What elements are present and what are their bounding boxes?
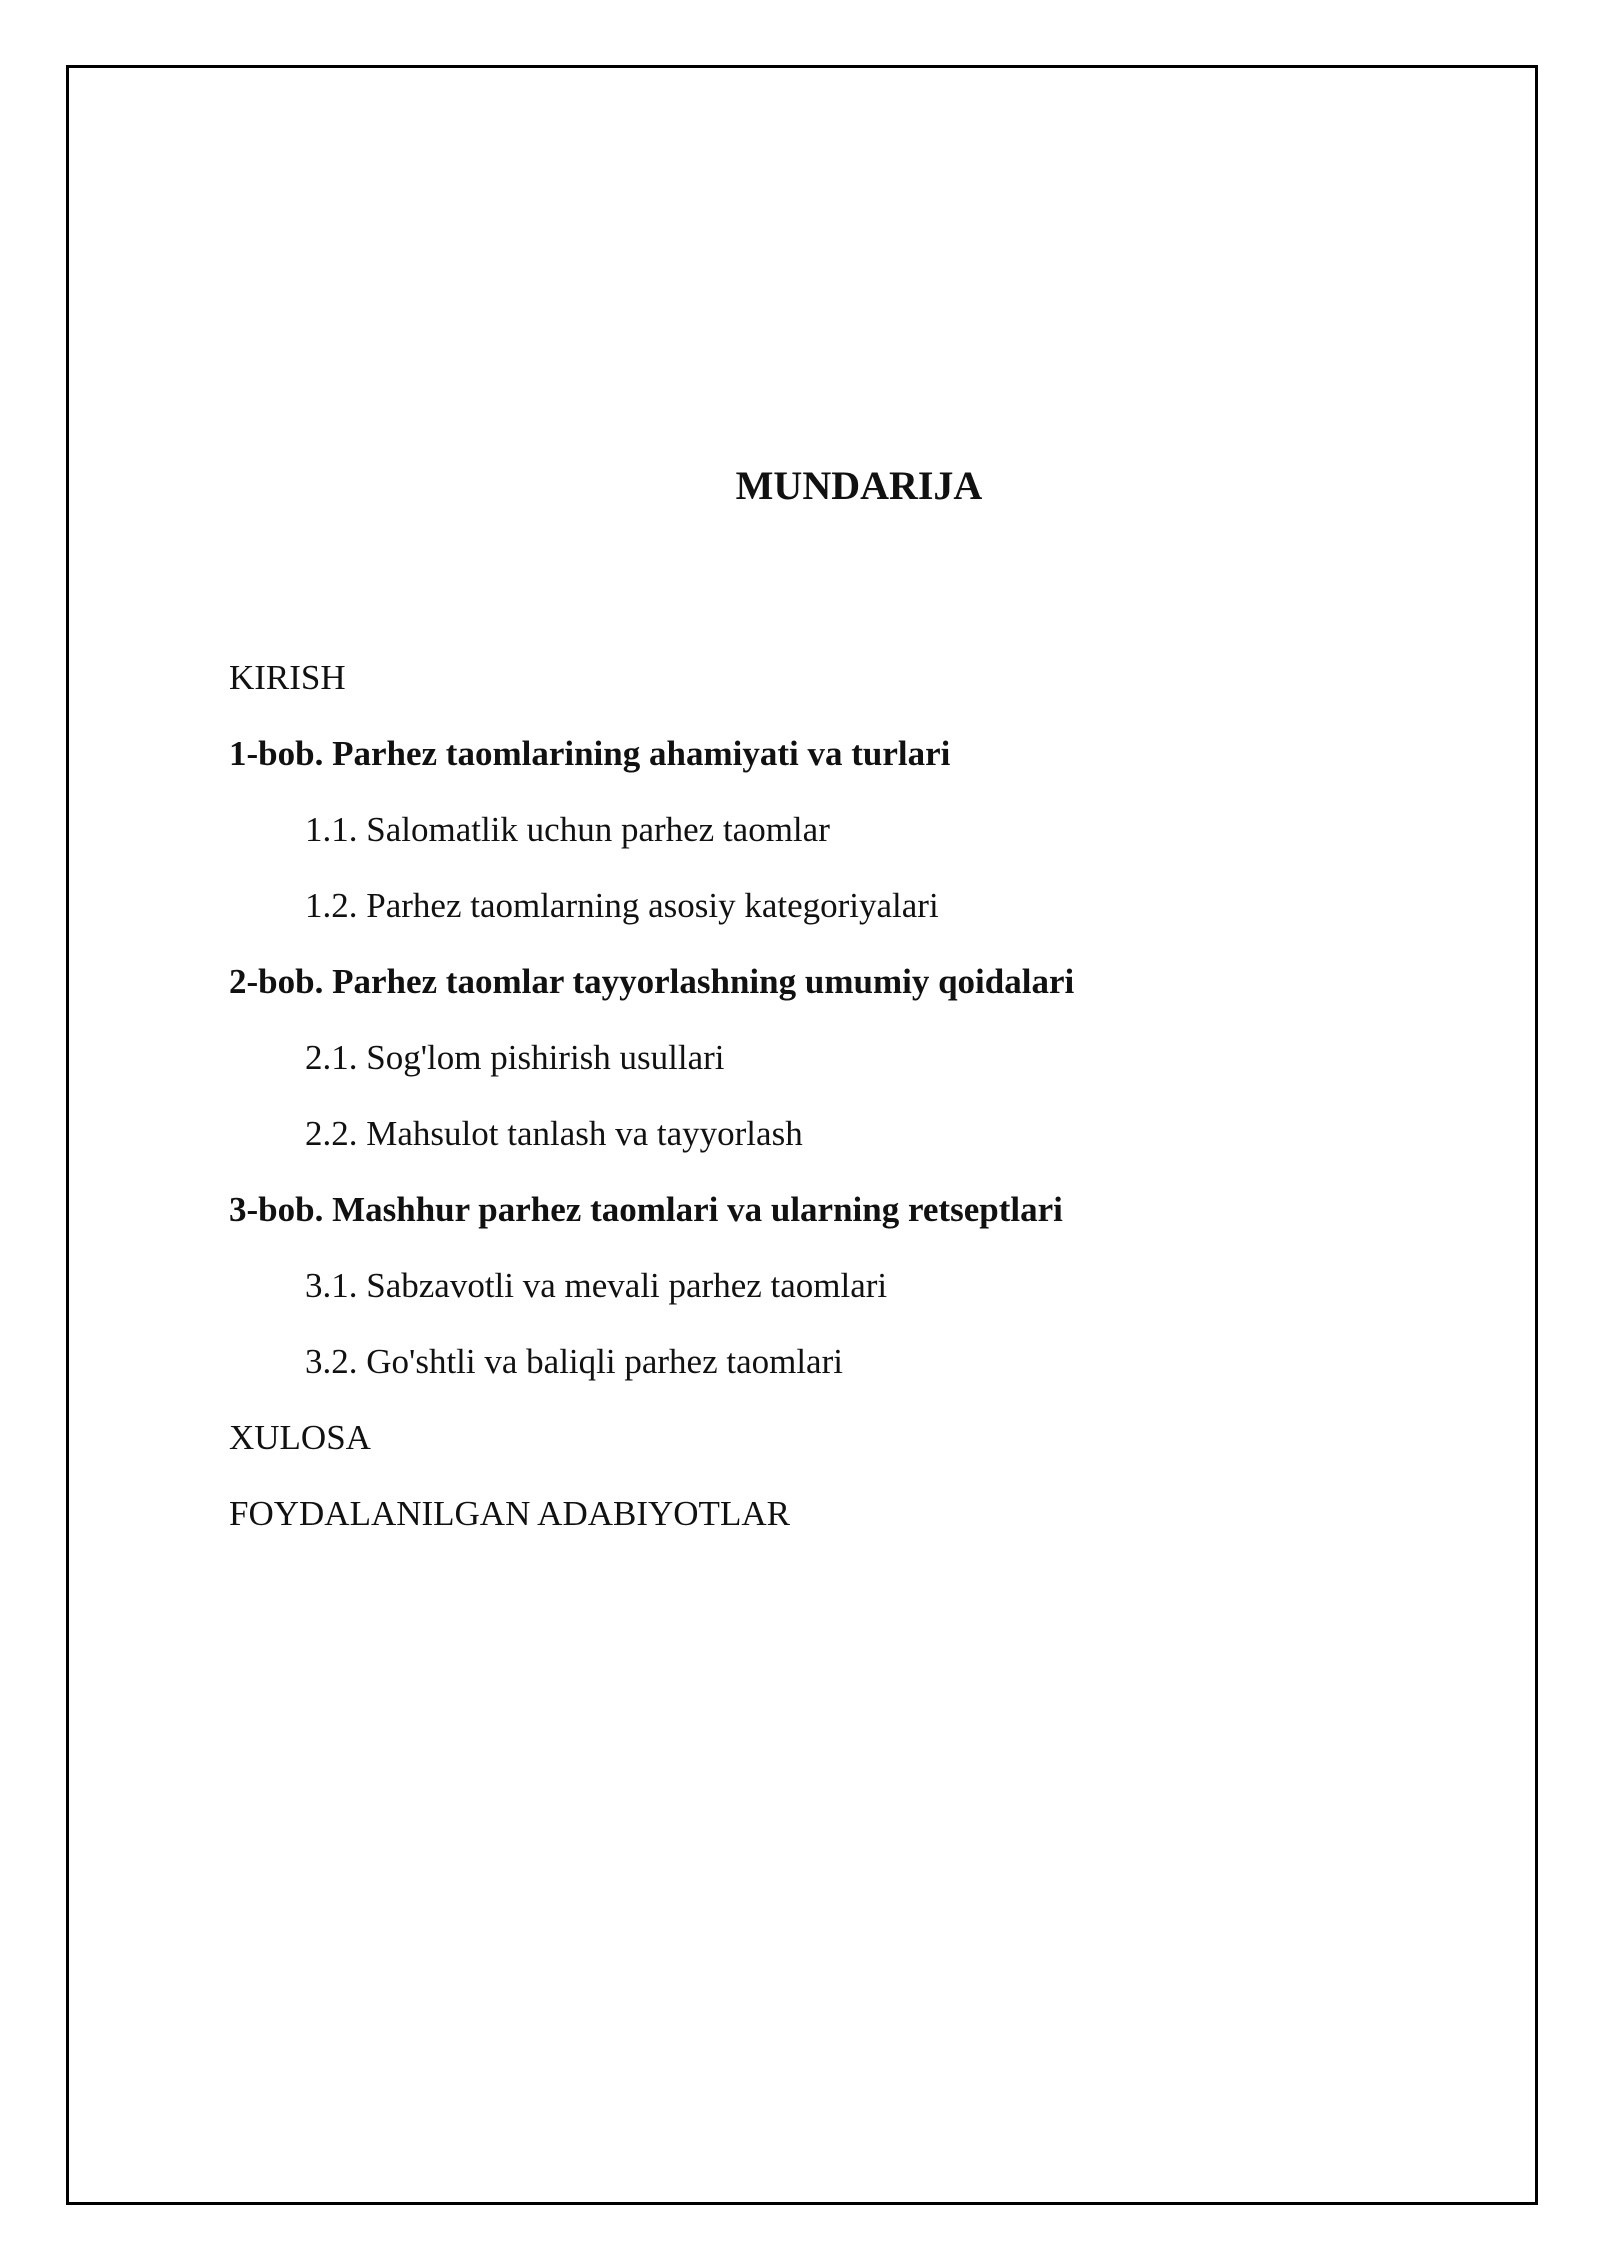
table-of-contents — [229, 640, 1074, 1552]
toc-section-3-2[interactable]: 3.2. Go'shtli va baliqli parhez taomlari — [305, 1342, 843, 1381]
toc-section-1-1[interactable]: 1.1. Salomatlik uchun parhez taomlar — [305, 810, 830, 849]
toc-item-conclusion[interactable]: XULOSA — [229, 1418, 371, 1457]
toc-section-2-2[interactable]: 2.2. Mahsulot tanlash va tayyorlash — [305, 1114, 803, 1153]
toc-item-references[interactable]: FOYDALANILGAN ADABIYOTLAR — [229, 1494, 790, 1533]
toc-section-3-1[interactable]: 3.1. Sabzavotli va mevali parhez taomlari — [305, 1266, 888, 1305]
toc-section-2-1[interactable]: 2.1. Sog'lom pishirish usullari — [305, 1038, 725, 1077]
toc-chapter-1[interactable]: 1-bob. Parhez taomlarining ahamiyati va turlari — [229, 734, 951, 773]
toc-chapter-3[interactable]: 3-bob. Mashhur parhez taomlari va ularning retseptlari — [229, 1190, 1063, 1229]
toc-chapter-2[interactable]: 2-bob. Parhez taomlar tayyorlashning umumiy qoidalari — [229, 962, 1075, 1001]
toc-section-1-2[interactable]: 1.2. Parhez taomlarning asosiy kategoriyalari — [305, 886, 939, 925]
page-title: MUNDARIJA — [735, 463, 983, 508]
toc-item-introduction[interactable]: KIRISH — [229, 658, 346, 697]
